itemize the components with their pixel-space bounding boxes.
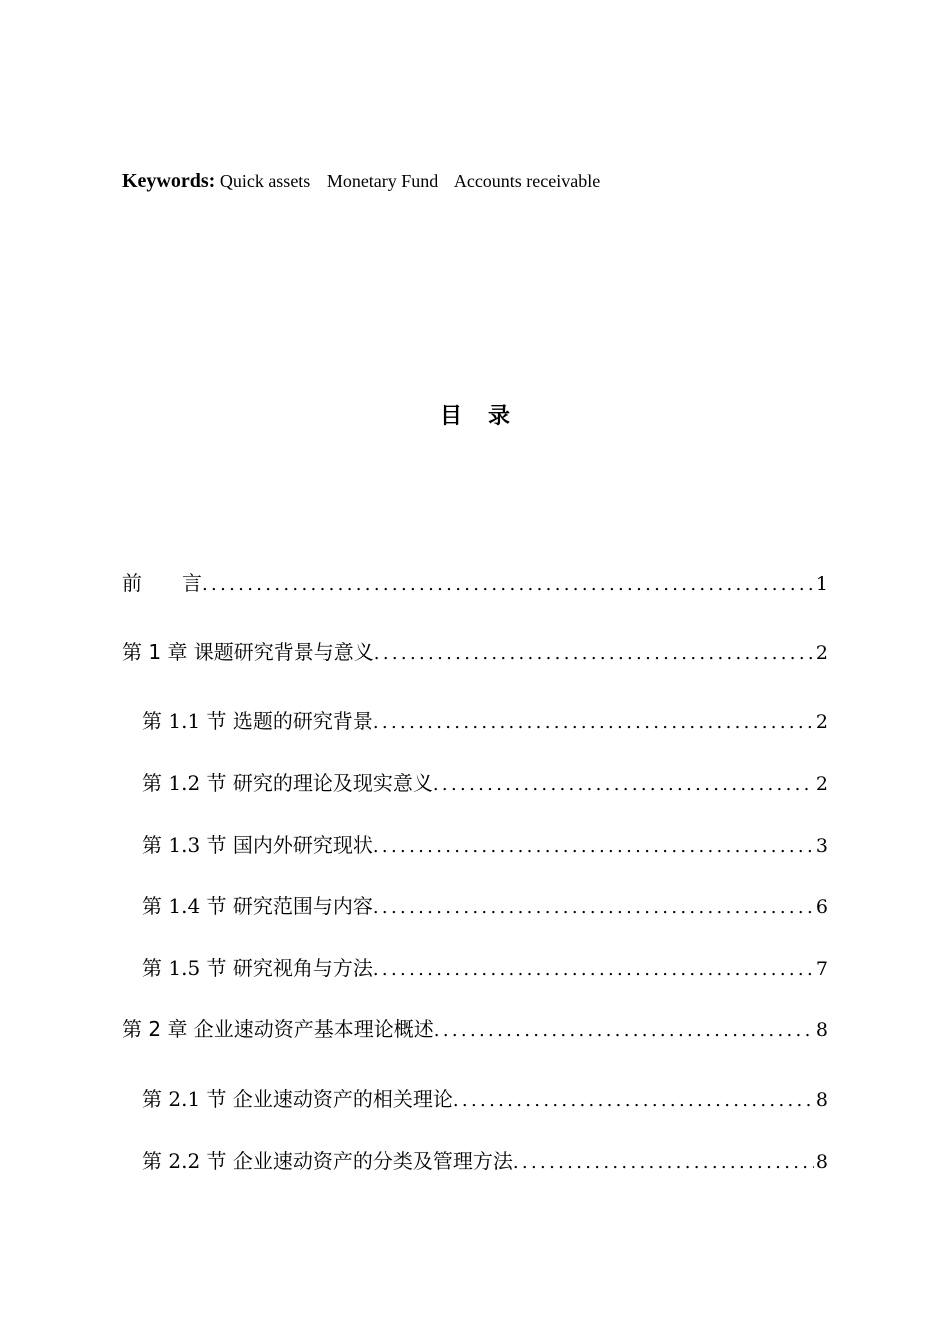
toc-entry-label: 第 2.2 节 企业速动资产的分类及管理方法 bbox=[142, 1149, 513, 1173]
toc-title-char: 录 bbox=[488, 404, 511, 429]
toc-entry-page: 7 bbox=[815, 958, 828, 980]
toc-entry-page: 2 bbox=[815, 773, 828, 795]
keyword-item: Monetary Fund bbox=[326, 171, 439, 191]
toc-entry-label: 前 言 bbox=[122, 571, 202, 595]
toc-entry[interactable] bbox=[142, 705, 828, 733]
toc-entry[interactable] bbox=[142, 1145, 828, 1173]
dot-leader bbox=[453, 1090, 814, 1111]
toc-entry-page: 8 bbox=[815, 1151, 828, 1173]
toc-entry-page: 8 bbox=[815, 1019, 828, 1041]
keywords-label: Keywords: bbox=[122, 170, 216, 192]
toc-entry[interactable] bbox=[142, 890, 828, 918]
toc-entry-label: 第 1.2 节 研究的理论及现实意义 bbox=[142, 771, 433, 795]
dot-leader bbox=[373, 897, 814, 918]
keyword-item: Quick assets bbox=[219, 171, 311, 191]
dot-leader bbox=[434, 1020, 814, 1041]
dot-leader bbox=[373, 712, 814, 733]
dot-leader bbox=[433, 774, 814, 795]
toc-entry[interactable] bbox=[122, 636, 828, 664]
dot-leader bbox=[373, 959, 814, 980]
toc-entry[interactable] bbox=[142, 829, 828, 857]
dot-leader bbox=[513, 1152, 814, 1173]
toc-entry-label: 第 2 章 企业速动资产基本理论概述 bbox=[122, 1017, 434, 1041]
toc-entry-page: 2 bbox=[815, 711, 828, 733]
toc-entry[interactable] bbox=[122, 567, 828, 595]
toc-entry-label: 第 1.5 节 研究视角与方法 bbox=[142, 956, 373, 980]
dot-leader bbox=[202, 574, 814, 595]
toc-entry-label: 第 2.1 节 企业速动资产的相关理论 bbox=[142, 1087, 453, 1111]
keyword-item: Accounts receivable bbox=[453, 171, 601, 191]
toc-entry[interactable] bbox=[122, 1013, 828, 1041]
toc-entry[interactable] bbox=[142, 1083, 828, 1111]
toc-entry-page: 8 bbox=[815, 1089, 828, 1111]
toc-title-char: 目 bbox=[439, 404, 462, 429]
dot-leader bbox=[374, 643, 814, 664]
toc-entry-label: 第 1.1 节 选题的研究背景 bbox=[142, 709, 373, 733]
toc-entry-page: 3 bbox=[815, 835, 828, 857]
toc-entry-label: 第 1.4 节 研究范围与内容 bbox=[142, 894, 373, 918]
toc-entry-page: 1 bbox=[815, 573, 828, 595]
dot-leader bbox=[373, 836, 814, 857]
keywords-line bbox=[122, 170, 612, 193]
toc-entry-label: 第 1 章 课题研究背景与意义 bbox=[122, 640, 374, 664]
toc-entry-page: 2 bbox=[815, 642, 828, 664]
toc-entry[interactable] bbox=[142, 767, 828, 795]
toc-entry[interactable] bbox=[142, 952, 828, 980]
toc-entry-label: 第 1.3 节 国内外研究现状 bbox=[142, 833, 373, 857]
toc-title bbox=[0, 399, 950, 430]
toc-entry-page: 6 bbox=[815, 896, 828, 918]
